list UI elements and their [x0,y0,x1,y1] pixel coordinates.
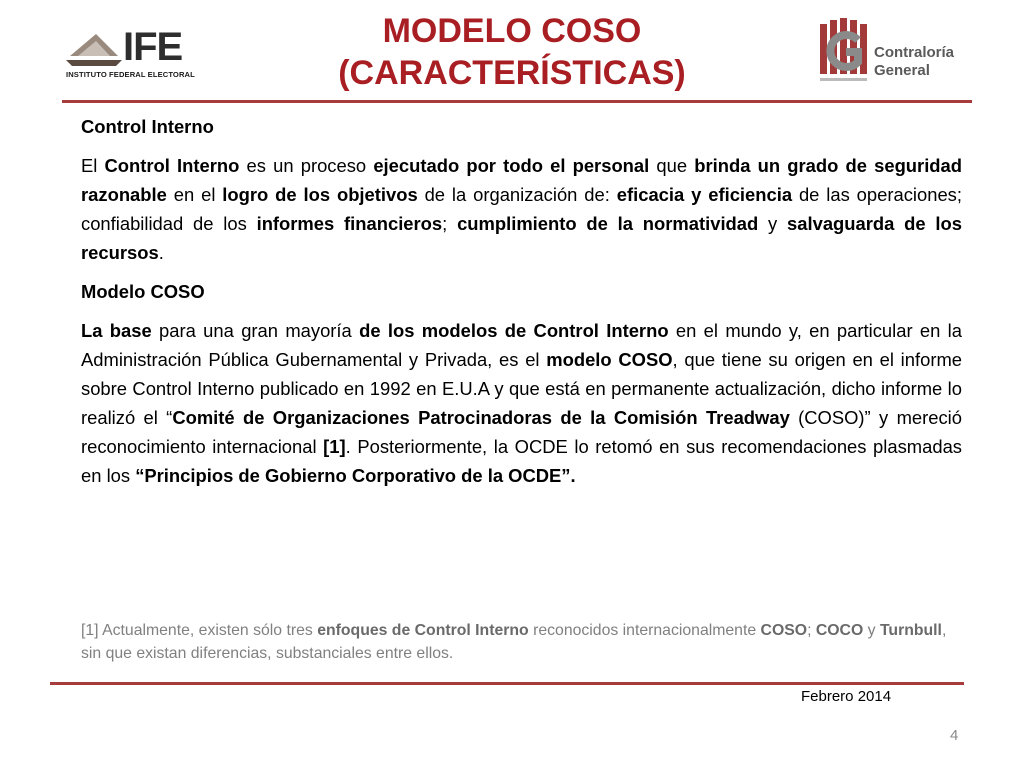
bold-run: logro de los objetivos [222,184,418,205]
bold-run: COSO [760,622,808,639]
text-run: (COSO)” y mereció reconocimiento internacional [81,407,962,457]
text-run: ; [807,622,816,639]
bold-run: brinda un grado de seguridad razonable [81,155,962,205]
bold-run: salvaguarda de los recursos [81,213,962,263]
footer-divider [50,682,964,685]
text-run: El [81,155,105,176]
footer-date: Febrero 2014 [801,688,892,705]
ife-logo-subtitle: INSTITUTO FEDERAL ELECTORAL [66,70,195,79]
text-run: para una gran mayoría [151,320,360,341]
text-run: ; [442,213,458,234]
footnote [81,619,961,665]
text-run: . [158,242,164,263]
ife-emblem-icon [66,30,126,70]
slide-title [262,10,762,94]
bold-run: modelo COSO [546,349,673,370]
header-divider [62,100,972,103]
bold-run: Control Interno [104,155,240,176]
bold-run: “Principios de Gobierno Corporativo de la OCDE”. [135,465,576,486]
text-run: y [758,213,788,234]
heading-control-interno: Control Interno [81,116,214,137]
paragraph-modelo-coso [81,316,962,490]
bold-run: ejecutado por todo el personal [373,155,650,176]
bold-run: enfoques de Control Interno [317,622,529,639]
text-run: de las operaciones; confiabilidad de los [81,184,962,234]
title-line-2: (CARACTERÍSTICAS) [338,54,686,92]
text-run: en el [166,184,223,205]
text-run: es un proceso [239,155,374,176]
contraloria-emblem-icon [814,18,872,84]
paragraph-control-interno [81,151,962,267]
contraloria-line-1: Contraloría [874,44,955,61]
heading-modelo-coso: Modelo COSO [81,281,205,302]
contraloria-line-2: General [874,62,930,79]
bold-run: La base [81,320,152,341]
footnote-reference: [1] [323,436,346,457]
slide-content [81,112,962,500]
text-run: y [863,622,880,639]
bold-run: COCO [815,622,864,639]
bold-run: eficacia y eficiencia [616,184,793,205]
contraloria-logo-text [874,44,954,80]
text-run: que [649,155,695,176]
text-run: reconocidos internacionalmente [528,622,761,639]
bold-run: de los modelos de Control Interno [359,320,669,341]
text-run: en el mundo y, en particular en la Administración Pública Gubernamental y Privada, es el [81,320,962,370]
bold-run: informes financieros [256,213,443,234]
text-run: , sin que existan diferencias, substanciales entre ellos. [81,622,947,662]
page-number: 4 [950,727,959,744]
bold-run: Turnbull [879,622,942,639]
title-line-1: MODELO COSO [382,12,642,50]
text-run: [1] Actualmente, existen sólo tres [81,622,318,639]
text-run: , que tiene su origen en el informe sobre Control Interno publicado en 1992 en E.U.A y que está en permanente actualización, dicho informe lo realizó el “ [81,349,963,428]
contraloria-logo [814,18,974,88]
text-run: de la organización de: [417,184,617,205]
text-run: . Posteriormente, la OCDE lo retomó en sus recomendaciones plasmadas en los [81,436,962,486]
ife-logo-text: IFE [123,25,183,69]
ife-logo [66,25,216,82]
bold-run: cumplimiento de la normatividad [457,213,759,234]
bold-run: Comité de Organizaciones Patrocinadoras de la Comisión Treadway [172,407,790,428]
